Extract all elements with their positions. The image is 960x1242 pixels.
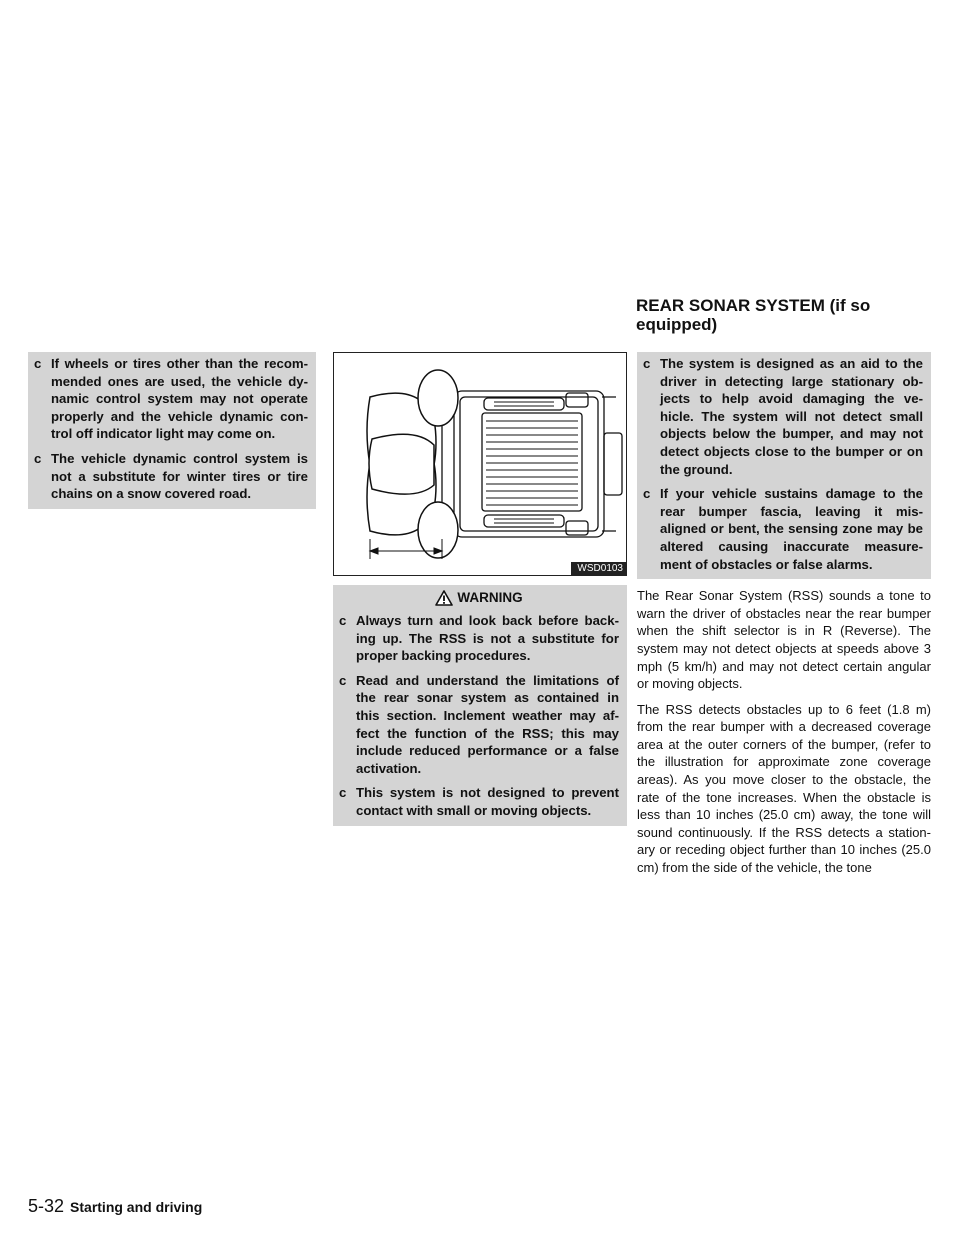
bullet-icon: c xyxy=(339,785,347,801)
section-title: REAR SONAR SYSTEM (if so equipped) xyxy=(636,296,871,334)
bullet-icon: c xyxy=(34,356,42,371)
caution-notes-box xyxy=(28,352,316,509)
warning-box xyxy=(333,585,627,826)
right-notes-list xyxy=(643,355,923,573)
chapter-title: Starting and driving xyxy=(70,1199,203,1215)
list-item: c The vehicle dynamic control system is not a substitute for winter tires or tire chains on a snow covered road. xyxy=(34,450,308,502)
bullet-icon: c xyxy=(34,450,42,466)
bullet-icon: c xyxy=(339,613,347,628)
warning-header xyxy=(339,589,619,607)
list-item: c If wheels or tires other than the recom- mended ones are used, the vehicle dy- namic control system may not operate properly and the vehicle dynamic con- trol off indicator light may come on. xyxy=(34,356,308,442)
list-item: c If your vehicle sustains damage to the rear bumper fascia, leaving it mis- aligned or bent, the sensing zone may be altered causing inaccurate measure- ment of obstacles or false alarms. xyxy=(643,486,923,572)
list-item: c Always turn and look back before back- ing up. The RSS is not a substitute for proper backing procedures. xyxy=(339,613,619,664)
middle-column xyxy=(333,352,627,826)
left-column xyxy=(28,352,316,509)
warning-title: WARNING xyxy=(457,590,523,605)
bullet-icon: c xyxy=(643,356,651,371)
figure-label: WSD0103 xyxy=(571,562,626,575)
bullet-icon: c xyxy=(643,486,651,502)
list-item: c This system is not designed to prevent contact with small or moving objects. xyxy=(339,785,619,818)
bullet-icon: c xyxy=(339,672,347,688)
left-notes-list xyxy=(34,355,308,503)
list-item: c The system is designed as an aid to the driver in detecting large stationary ob- jects to help avoid damaging the ve- hicle. The system will not detect small objects below the bumper, and may not detect objects close to the bumper or on the ground. xyxy=(643,356,923,477)
rear-sonar-illustration xyxy=(333,352,627,576)
warning-list xyxy=(339,612,619,820)
sonar-zone-diagram xyxy=(334,353,626,575)
page-footer xyxy=(28,1196,202,1217)
warning-triangle-icon xyxy=(435,590,453,606)
list-item: c Read and understand the limitations of the rear sonar system as contained in this section. Inclement weather may af- fect the function of the RSS; this may include reduced performance or a false activation. xyxy=(339,672,619,776)
caution-notes-box xyxy=(637,352,931,579)
body-paragraph: The RSS detects obstacles up to 6 feet (1.8 m) from the rear bumper with a decreased coverage area at the outer corners of the bumper, (refer to the illustration for approximate zone coverage areas). As you move closer to the obstacle, the rate of the tone increases. When the obstacle is less than 10 inches (25.0 cm) away, the tone will sound continuously. If the RSS detects a station- ary or receding object further than 10 inches (25.0 cm) from the side of the vehicle, the tone xyxy=(637,701,931,876)
page-number: 5-32 xyxy=(28,1196,65,1216)
right-column xyxy=(637,352,931,877)
body-paragraph: The Rear Sonar System (RSS) sounds a tone to warn the driver of obstacles near the rear bumper when the shift selector is in R (Reverse). The system may not detect objects at speeds above 3 mph (5 km/h) and may not detect certain angular or moving objects. xyxy=(637,588,931,692)
